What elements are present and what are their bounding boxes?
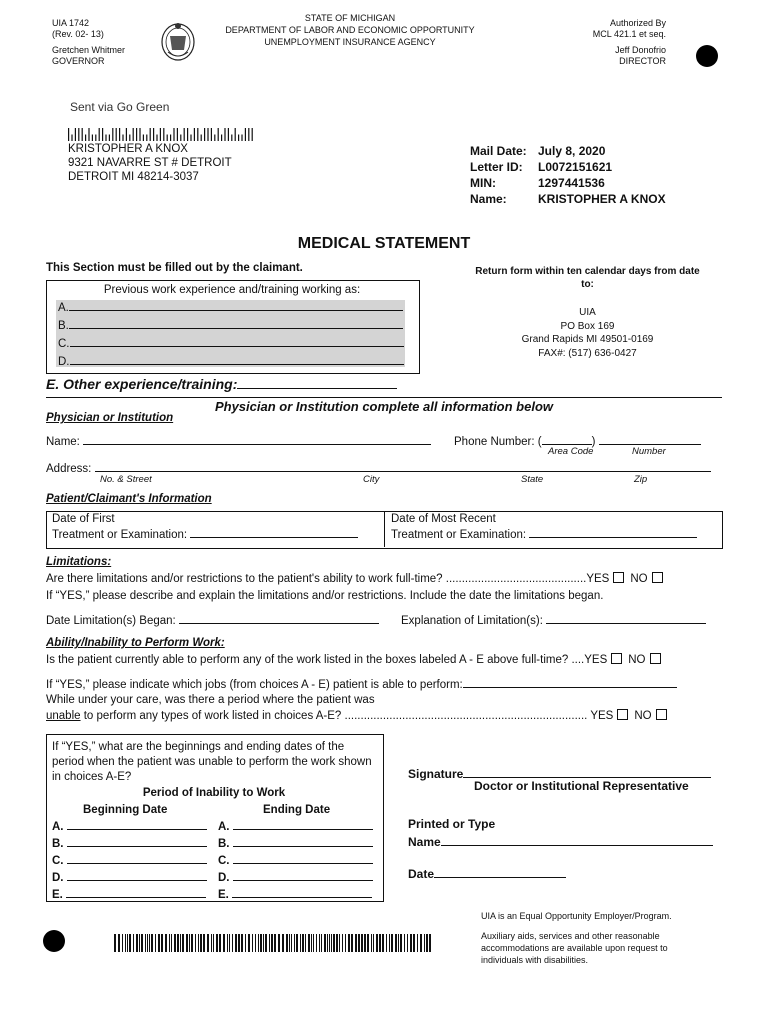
- min-label: MIN:: [470, 176, 496, 190]
- barcode-bar: [371, 934, 372, 952]
- barcode-bar: [194, 128, 195, 141]
- form-barcode: [114, 934, 436, 952]
- work-box-heading: Previous work experience and/training working as:: [103, 284, 361, 296]
- ability-question: Is the patient currently able to perform any of the work listed in the boxes labeled A - E above full-time? ....YES NO: [46, 653, 667, 666]
- limitations-if-yes: If “YES,” please describe and explain the limitations and/or restrictions. Include the date the limitations began.: [46, 590, 604, 602]
- barcode-bar: [333, 934, 335, 952]
- barcode-bar: [170, 135, 171, 142]
- ability-jobs-field[interactable]: If “YES,” please indicate which jobs (from choices A - E) patient is able to perform:: [46, 676, 677, 691]
- barcode-bar: [139, 128, 140, 141]
- barcode-bar: [180, 934, 181, 952]
- auxiliary-aids-statement: Auxiliary aids, services and other reasonable accommodations are available upon request to individuals with disabilities.: [481, 931, 668, 965]
- period-heading: Period of Inability to Work: [142, 787, 286, 799]
- date-first-treatment[interactable]: Date of First Treatment or Examination:: [52, 512, 358, 542]
- return-address-line: PO Box 169: [560, 320, 615, 332]
- return-address: [470, 306, 705, 360]
- barcode-bar: [165, 934, 167, 952]
- claimant-note: This Section must be filled out by the claimant.: [46, 262, 303, 274]
- barcode-bar: [364, 934, 366, 952]
- barcode-bar: [271, 934, 273, 952]
- end-field-a[interactable]: A.: [218, 818, 373, 835]
- governor-title: GOVERNOR: [52, 56, 105, 66]
- barcode-bar: [294, 934, 295, 952]
- return-address-line: FAX#: (517) 636-0427: [538, 347, 637, 359]
- barcode-bar: [189, 934, 190, 952]
- barcode-bar: [263, 934, 264, 952]
- name-label: Name:: [470, 192, 507, 206]
- barcode-bar: [155, 934, 156, 952]
- barcode-bar: [102, 128, 103, 141]
- ability-label: Ability/Inability to Perform Work:: [46, 637, 225, 649]
- barcode-bar: [252, 128, 253, 141]
- barcode-bar: [207, 128, 208, 141]
- barcode-bar: [78, 128, 79, 141]
- barcode-bar: [218, 128, 219, 141]
- sent-via: Sent via Go Green: [70, 100, 170, 114]
- barcode-bar: [348, 934, 350, 952]
- barcode-bar: [182, 934, 184, 952]
- barcode-bar: [235, 128, 236, 141]
- barcode-bar: [105, 135, 106, 142]
- barcode-bar: [417, 934, 418, 952]
- form-revision: (Rev. 02- 13): [52, 29, 104, 39]
- barcode-bar: [327, 934, 328, 952]
- barcode-bar: [420, 934, 422, 952]
- end-field-e[interactable]: E.: [218, 886, 373, 903]
- barcode-bar: [351, 934, 353, 952]
- printed-name-field[interactable]: Name: [408, 832, 713, 849]
- barcode-bar: [127, 934, 128, 952]
- page-title: MEDICAL STATEMENT: [297, 235, 471, 252]
- barcode-bar: [139, 934, 140, 952]
- barcode-bar: [88, 128, 89, 141]
- barcode-bar: [150, 128, 151, 141]
- barcode-bar: [424, 934, 425, 952]
- barcode-bar: [274, 934, 276, 952]
- barcode-bar: [158, 934, 160, 952]
- work-item-a[interactable]: A.: [58, 299, 404, 317]
- barcode-bar: [122, 934, 123, 952]
- barcode-bar: [232, 934, 233, 952]
- physician-heading: Physician or Institution complete all information below: [214, 399, 554, 414]
- barcode-bar: [201, 135, 202, 142]
- barcode-bar: [367, 934, 369, 952]
- barcode-bar: [426, 934, 428, 952]
- barcode-bar: [407, 934, 408, 952]
- barcode-bar: [146, 135, 147, 142]
- work-item-d[interactable]: D.: [58, 353, 404, 371]
- barcode-bar: [92, 135, 93, 142]
- barcode-bar: [191, 934, 193, 952]
- barcode-bar: [395, 934, 397, 952]
- barcode-bar: [228, 128, 229, 141]
- barcode-bar: [213, 934, 214, 952]
- min-value: 1297441536: [538, 176, 605, 190]
- barcode-bar: [82, 128, 83, 141]
- date-field[interactable]: Date: [408, 864, 566, 881]
- barcode-bar: [252, 934, 253, 952]
- barcode-bar: [410, 934, 412, 952]
- signature-caption: Doctor or Institutional Representative: [474, 779, 689, 793]
- barcode-bar: [302, 934, 304, 952]
- michigan-seal-icon: [160, 18, 196, 62]
- barcode-bar: [324, 934, 326, 952]
- barcode-bar: [345, 934, 346, 952]
- barcode-bar: [311, 934, 312, 952]
- barcode-bar: [85, 135, 86, 142]
- barcode-bar: [125, 934, 126, 952]
- begin-field-a[interactable]: A.: [52, 818, 207, 835]
- barcode-bar: [167, 135, 168, 142]
- barcode-bar: [211, 128, 212, 141]
- mcl-reference: MCL 421.1 et seq.: [592, 29, 666, 39]
- barcode-bar: [373, 934, 374, 952]
- barcode-bar: [282, 934, 284, 952]
- return-address-line: Grand Rapids MI 49501-0169: [521, 334, 654, 345]
- state-name: STATE OF MICHIGAN: [304, 13, 396, 23]
- phone-number-field[interactable]: Phone Number: ( ): [454, 433, 701, 448]
- barcode-bar: [329, 934, 330, 952]
- governor-name: Gretchen Whitmer: [52, 45, 126, 55]
- area-code-caption: Area Code: [548, 446, 594, 457]
- barcode-bar: [197, 128, 198, 141]
- section-divider: [46, 397, 722, 398]
- barcode-bar: [129, 135, 130, 142]
- date-limitations-began-field[interactable]: Date Limitation(s) Began:: [46, 612, 379, 627]
- barcode-bar: [398, 934, 399, 952]
- barcode-bar: [207, 934, 209, 952]
- mail-date: July 8, 2020: [538, 144, 606, 158]
- barcode-bar: [186, 934, 188, 952]
- registration-dot: [696, 45, 718, 67]
- barcode-bar: [151, 934, 153, 952]
- barcode-bar: [400, 934, 402, 952]
- barcode-bar: [248, 934, 250, 952]
- barcode-bar: [173, 128, 174, 141]
- barcode-bar: [95, 135, 96, 142]
- barcode-bar: [391, 934, 393, 952]
- barcode-bar: [153, 128, 154, 141]
- barcode-bar: [219, 934, 221, 952]
- barcode-bar: [291, 934, 292, 952]
- barcode-bar: [413, 934, 415, 952]
- zip-caption: Zip: [634, 474, 648, 485]
- physician-section-label: Physician or Institution: [46, 412, 174, 424]
- street-caption: No. & Street: [100, 474, 152, 485]
- begin-field-d[interactable]: D.: [52, 869, 207, 886]
- barcode-bar: [321, 934, 322, 952]
- work-item-c[interactable]: C.: [58, 335, 404, 353]
- barcode-bar: [238, 934, 240, 952]
- barcode-bar: [238, 135, 239, 142]
- barcode-bar: [245, 128, 246, 141]
- barcode-bar: [129, 934, 131, 952]
- barcode-bar: [339, 934, 340, 952]
- limitations-yes-checkbox[interactable]: [613, 572, 624, 583]
- end-field-c[interactable]: C.: [218, 852, 373, 869]
- barcode-bar: [160, 128, 161, 141]
- barcode-bar: [229, 934, 230, 952]
- barcode-bar: [265, 934, 267, 952]
- barcode-bar: [224, 128, 225, 141]
- barcode-bar: [141, 934, 143, 952]
- barcode-bar: [214, 135, 215, 142]
- begin-field-e[interactable]: E.: [52, 886, 207, 903]
- barcode-bar: [404, 934, 405, 952]
- state-caption: State: [521, 474, 544, 485]
- barcode-bar: [216, 934, 218, 952]
- barcode-bar: [361, 934, 363, 952]
- barcode-bar: [195, 934, 196, 952]
- barcode-bar: [198, 934, 199, 952]
- limitations-no-checkbox[interactable]: [652, 572, 663, 583]
- ending-date-heading: Ending Date: [263, 804, 331, 816]
- barcode-bar: [300, 934, 301, 952]
- agency-name: UNEMPLOYMENT INSURANCE AGENCY: [264, 37, 436, 47]
- printed-name-label: Printed or Type: [408, 817, 496, 831]
- patient-section-label: Patient/Claimant's Information: [46, 493, 212, 505]
- period-box-text: If “YES,” what are the beginnings and ending dates of the period when the patient was unable to perform the work shown in choices A-E?: [52, 741, 372, 783]
- barcode-bar: [382, 934, 384, 952]
- barcode-bar: [289, 934, 290, 952]
- barcode-bar: [258, 934, 259, 952]
- barcode-bar: [223, 934, 225, 952]
- barcode-bar: [161, 934, 163, 952]
- barcode-bar: [221, 135, 222, 142]
- postal-barcode: [68, 128, 258, 141]
- ability-unable-question: unable to perform any types of work listed in choices A-E? ............................................................................ YES NO: [46, 709, 673, 722]
- date-recent-treatment[interactable]: Date of Most Recent Treatment or Examination:: [391, 512, 697, 542]
- barcode-bar: [180, 135, 181, 142]
- barcode-bar: [75, 128, 76, 141]
- limitations-question: Are there limitations and/or restrictions to the patient's ability to work full-time? ............................................YES NO: [46, 572, 669, 585]
- barcode-bar: [235, 934, 237, 952]
- patient-box-divider: [384, 511, 385, 547]
- department-name: DEPARTMENT OF LABOR AND ECONOMIC OPPORTUNITY: [225, 25, 475, 35]
- barcode-bar: [177, 128, 178, 141]
- physician-name-field[interactable]: Name:: [46, 433, 431, 448]
- barcode-bar: [231, 135, 232, 142]
- beginning-date-fields[interactable]: [52, 818, 207, 903]
- return-address-line: UIA: [579, 307, 596, 318]
- barcode-bar: [429, 934, 431, 952]
- registration-dot-bottom: [43, 930, 65, 952]
- barcode-bar: [296, 934, 298, 952]
- barcode-bar: [133, 934, 134, 952]
- begin-field-b[interactable]: B.: [52, 835, 207, 852]
- barcode-bar: [114, 934, 116, 952]
- barcode-bar: [269, 934, 270, 952]
- barcode-bar: [169, 934, 170, 952]
- eoe-statement: UIA is an Equal Opportunity Employer/Program.: [481, 911, 672, 921]
- barcode-bar: [211, 934, 212, 952]
- barcode-bar: [187, 128, 188, 141]
- barcode-bar: [203, 934, 205, 952]
- other-experience[interactable]: E. Other experience/training:: [46, 375, 397, 392]
- barcode-bar: [308, 934, 310, 952]
- barcode-bar: [71, 135, 72, 142]
- barcode-bar: [149, 934, 150, 952]
- barcode-bar: [319, 934, 320, 952]
- physician-address-field[interactable]: Address:: [46, 460, 711, 475]
- explanation-limitations-field[interactable]: Explanation of Limitation(s):: [401, 612, 706, 627]
- ability-yes-checkbox[interactable]: [611, 653, 622, 664]
- barcode-bar: [255, 934, 256, 952]
- ability-no-checkbox[interactable]: [650, 653, 661, 664]
- barcode-bar: [109, 135, 110, 142]
- barcode-bar: [278, 934, 280, 952]
- barcode-bar: [136, 934, 138, 952]
- barcode-bar: [204, 128, 205, 141]
- barcode-bar: [376, 934, 378, 952]
- barcode-bar: [342, 934, 343, 952]
- barcode-bar: [116, 128, 117, 141]
- barcode-bar: [389, 934, 390, 952]
- barcode-bar: [386, 934, 387, 952]
- barcode-bar: [184, 128, 185, 141]
- number-caption: Number: [632, 446, 666, 457]
- barcode-bar: [245, 934, 246, 952]
- barcode-bar: [358, 934, 360, 952]
- address-line: KRISTOPHER A KNOX: [68, 143, 188, 155]
- barcode-bar: [156, 135, 157, 142]
- barcode-bar: [112, 128, 113, 141]
- end-field-b[interactable]: B.: [218, 835, 373, 852]
- barcode-bar: [143, 135, 144, 142]
- barcode-bar: [119, 128, 120, 141]
- barcode-bar: [145, 934, 146, 952]
- mail-date-label: Mail Date:: [470, 144, 527, 158]
- barcode-bar: [241, 135, 242, 142]
- barcode-bar: [248, 128, 249, 141]
- letter-info: [470, 143, 666, 207]
- end-field-d[interactable]: D.: [218, 869, 373, 886]
- barcode-bar: [313, 934, 314, 952]
- barcode-bar: [174, 934, 176, 952]
- begin-field-c[interactable]: C.: [52, 852, 207, 869]
- work-item-b[interactable]: B.: [58, 317, 404, 335]
- ability-while: While under your care, was there a period where the patient was: [46, 694, 375, 706]
- mailing-address: [68, 142, 232, 184]
- barcode-bar: [331, 934, 332, 952]
- barcode-bar: [316, 934, 317, 952]
- form-id: UIA 1742: [52, 18, 90, 28]
- beginning-date-heading: Beginning Date: [83, 804, 168, 816]
- unable-no-checkbox[interactable]: [656, 709, 667, 720]
- address-line: 9321 NAVARRE ST # DETROIT: [68, 157, 232, 169]
- work-items[interactable]: [58, 299, 404, 371]
- barcode-bar: [118, 934, 120, 952]
- barcode-bar: [122, 135, 123, 142]
- barcode-bar: [163, 128, 164, 141]
- barcode-bar: [241, 934, 243, 952]
- barcode-bar: [200, 934, 202, 952]
- barcode-bar: [227, 934, 228, 952]
- signature-field[interactable]: Signature: [408, 764, 711, 781]
- barcode-bar: [133, 128, 134, 141]
- name-value: KRISTOPHER A KNOX: [538, 192, 666, 206]
- limitations-label: Limitations:: [46, 556, 112, 568]
- city-caption: City: [363, 474, 380, 485]
- ending-date-fields[interactable]: [218, 818, 373, 903]
- barcode-bar: [99, 128, 100, 141]
- barcode-bar: [305, 934, 306, 952]
- director-title: DIRECTOR: [619, 56, 666, 66]
- barcode-bar: [126, 128, 127, 141]
- director-name: Jeff Donofrio: [615, 45, 666, 55]
- barcode-bar: [379, 934, 381, 952]
- barcode-bar: [355, 934, 357, 952]
- unable-yes-checkbox[interactable]: [617, 709, 628, 720]
- barcode-bar: [177, 934, 179, 952]
- address-line: DETROIT MI 48214-3037: [68, 171, 199, 183]
- barcode-bar: [68, 128, 69, 141]
- barcode-bar: [190, 135, 191, 142]
- return-note: Return form within ten calendar days from date to:: [475, 266, 700, 290]
- barcode-bar: [171, 934, 172, 952]
- letter-id-label: Letter ID:: [470, 160, 523, 174]
- letter-id: L0072151621: [538, 160, 613, 174]
- authorized-by: Authorized By: [609, 18, 666, 28]
- barcode-bar: [286, 934, 288, 952]
- barcode-bar: [260, 934, 262, 952]
- barcode-bar: [136, 128, 137, 141]
- barcode-bar: [147, 934, 148, 952]
- barcode-bar: [336, 934, 338, 952]
